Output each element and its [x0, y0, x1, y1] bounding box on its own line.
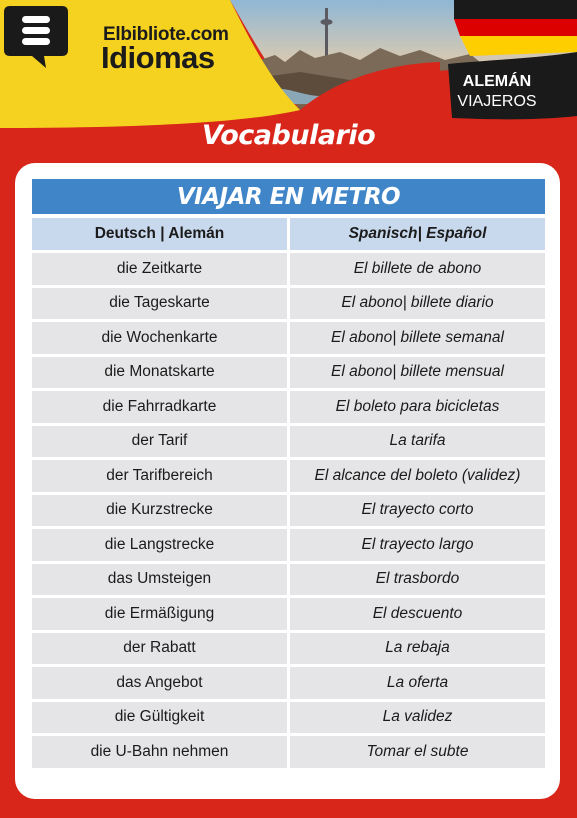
spanish-translation: El abono| billete mensual — [290, 357, 545, 389]
brand-name: Idiomas — [101, 40, 215, 75]
german-flag-icon — [454, 0, 577, 56]
german-word: die Ermäßigung — [32, 598, 287, 630]
german-word: das Umsteigen — [32, 564, 287, 596]
spanish-translation: El trasbordo — [290, 564, 545, 596]
table-row — [32, 357, 545, 389]
table-row — [32, 253, 545, 285]
spanish-translation: El abono| billete diario — [290, 288, 545, 320]
header-spanish: Spanisch| Español — [290, 218, 545, 250]
section-title: Vocabulario — [201, 120, 376, 151]
table-row — [32, 564, 545, 596]
table-row — [32, 391, 545, 423]
spanish-translation: El boleto para bicicletas — [290, 391, 545, 423]
table-title: VIAJAR EN METRO — [32, 179, 545, 214]
level-badge: VIAJEROS — [457, 93, 537, 110]
german-word: die Kurzstrecke — [32, 495, 287, 527]
german-word: die Zeitkarte — [32, 253, 287, 285]
table-row — [32, 702, 545, 734]
german-word: der Rabatt — [32, 633, 287, 665]
spanish-translation: La oferta — [290, 667, 545, 699]
table-header-row — [32, 218, 545, 250]
brand-site: Elbibliote.com — [103, 24, 229, 45]
spanish-translation: La tarifa — [290, 426, 545, 458]
header-german: Deutsch | Alemán — [32, 218, 287, 250]
table-row — [32, 495, 545, 527]
german-word: der Tarif — [32, 426, 287, 458]
table-row — [32, 598, 545, 630]
table-row — [32, 633, 545, 665]
spanish-translation: El abono| billete semanal — [290, 322, 545, 354]
stacked-lines-speech-bubble-icon — [0, 0, 72, 72]
spanish-translation: El descuento — [290, 598, 545, 630]
german-word: die Langstrecke — [32, 529, 287, 561]
german-word: die Wochenkarte — [32, 322, 287, 354]
table-row — [32, 426, 545, 458]
vocabulary-table — [32, 179, 545, 768]
german-word: die U-Bahn nehmen — [32, 736, 287, 768]
language-badge: ALEMÁN — [462, 73, 532, 90]
spanish-translation: El trayecto largo — [290, 529, 545, 561]
spanish-translation: El alcance del boleto (validez) — [290, 460, 545, 492]
table-row — [32, 529, 545, 561]
german-word: die Fahrradkarte — [32, 391, 287, 423]
german-word: die Gültigkeit — [32, 702, 287, 734]
german-word: die Tageskarte — [32, 288, 287, 320]
table-row — [32, 288, 545, 320]
german-word: das Angebot — [32, 667, 287, 699]
table-row — [32, 736, 545, 768]
spanish-translation: La rebaja — [290, 633, 545, 665]
table-row — [32, 322, 545, 354]
spanish-translation: El billete de abono — [290, 253, 545, 285]
german-word: die Monatskarte — [32, 357, 287, 389]
spanish-translation: Tomar el subte — [290, 736, 545, 768]
spanish-translation: El trayecto corto — [290, 495, 545, 527]
header-banner — [0, 0, 577, 128]
table-row — [32, 460, 545, 492]
table-row — [32, 667, 545, 699]
german-word: der Tarifbereich — [32, 460, 287, 492]
spanish-translation: La validez — [290, 702, 545, 734]
